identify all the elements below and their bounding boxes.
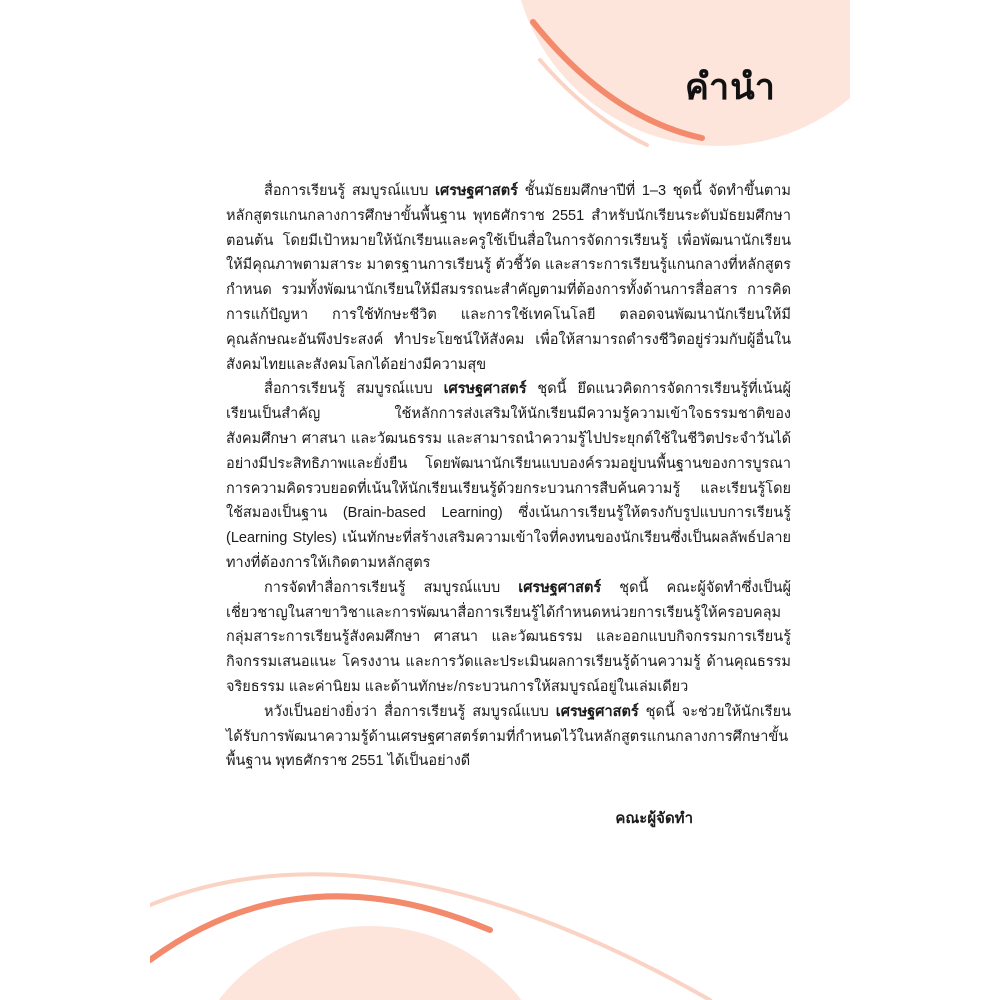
paragraph	[226, 700, 791, 774]
paragraph-text: ชุดนี้ คณะผู้จัดทำซึ่งเป็นผู้เชี่ยวชาญในสาขาวิชาและการพัฒนาสื่อการเรียนรู้ได้กำหนดหน่วยการเรียนรู้ให้ครอบคลุมกลุ่มสาระการเรียนรู้สังคมศึกษา ศาสนา และวัฒนธรรม และออกแบบกิจกรรมการเรียนรู้ กิจกรรมเสนอแนะ โครงงาน และการวัดและประเมินผลการเรียนรู้ด้านความรู้ ด้านคุณธรรม จริยธรรม และค่านิยม และด้านทักษะ/กระบวนการให้สมบูรณ์อยู่ในเล่มเดียว	[226, 579, 791, 695]
paragraph-text: การจัดทำสื่อการเรียนรู้ สมบูรณ์แบบ	[264, 579, 519, 596]
document-page	[150, 0, 850, 1000]
paragraph	[226, 576, 791, 700]
paragraph-text: สื่อการเรียนรู้ สมบูรณ์แบบ	[264, 381, 444, 398]
paragraph	[226, 179, 791, 377]
paragraph-text: หวังเป็นอย่างยิ่งว่า สื่อการเรียนรู้ สมบูรณ์แบบ	[264, 703, 556, 720]
paragraph	[226, 377, 791, 575]
paragraph-text: ชุดนี้ ยึดแนวคิดการจัดการเรียนรู้ที่เน้นผู้เรียนเป็นสำคัญ ใช้หลักการส่งเสริมให้นักเรียนมีความรู้ความเข้าใจธรรมชาติของสังคมศึกษา ศาสนา และวัฒนธรรม และสามารถนำความรู้ไปประยุกต์ใช้ในชีวิตประจำวันได้อย่างมีประสิทธิภาพและยั่งยืน โดยพัฒนานักเรียนแบบองค์รวมอยู่บนพื้นฐานของการบูรณาการความคิดรวบยอดที่เน้นให้นักเรียนเรียนรู้ด้วยกระบวนการสืบค้นความรู้ และเรียนรู้โดยใช้สมองเป็นฐาน (Brain-based Learning) ซึ่งเน้นการเรียนรู้ให้ตรงกับรูปแบบการเรียนรู้ (Learning Styles) เน้นทักษะที่สร้างเสริมความเข้าใจที่คงทนของนักเรียนซึ่งเป็นผลลัพธ์ปลายทางที่ต้องการให้เกิดตามหลักสูตร	[226, 381, 791, 571]
book-name-bold: เศรษฐศาสตร์	[518, 579, 602, 596]
top-decorative-circle	[512, 0, 850, 146]
page-title: คำนำ	[684, 67, 776, 108]
paragraph-text: ชั้นมัธยมศึกษาปีที่ 1–3 ชุดนี้ จัดทำขึ้นตามหลักสูตรแกนกลางการศึกษาขั้นพื้นฐาน พุทธศักราช 2551 สำหรับนักเรียนระดับมัธยมศึกษาตอนต้น โดยมีเป้าหมายให้นักเรียนและครูใช้เป็นสื่อในการจัดการเรียนรู้ เพื่อพัฒนานักเรียนให้มีคุณภาพตามสาระ มาตรฐานการเรียนรู้ ตัวชี้วัด และสาระการเรียนรู้แกนกลางที่หลักสูตรกำหนด รวมทั้งพัฒนานักเรียนให้มีสมรรถนะสำคัญตามที่ต้องการทั้งด้านการสื่อสาร การคิด การแก้ปัญหา การใช้ทักษะชีวิต และการใช้เทคโนโลยี ตลอดจนพัฒนานักเรียนให้มีคุณลักษณะอันพึงประสงค์ ทำประโยชน์ให้สังคม เพื่อให้สามารถดำรงชีวิตอยู่ร่วมกับผู้อื่นในสังคมไทยและสังคมโลกได้อย่างมีความสุข	[226, 183, 791, 373]
bottom-decorative-circle	[178, 926, 562, 1000]
signature: คณะผู้จัดทำ	[615, 810, 693, 827]
book-name-bold: เศรษฐศาสตร์	[555, 703, 639, 720]
book-name-bold: เศรษฐศาสตร์	[435, 183, 518, 199]
paragraph-text: ชุดนี้ จะช่วยให้นักเรียนได้รับการพัฒนาความรู้ด้านเศรษฐศาสตร์ตามที่กำหนดไว้ในหลักสูตรแกนกลางการศึกษาขั้นพื้นฐาน พุทธศักราช 2551 ได้เป็นอย่างดี	[226, 703, 791, 770]
book-name-bold: เศรษฐศาสตร์	[443, 381, 527, 398]
paragraph-text: สื่อการเรียนรู้ สมบูรณ์แบบ	[264, 183, 436, 199]
preface-body	[226, 179, 791, 774]
